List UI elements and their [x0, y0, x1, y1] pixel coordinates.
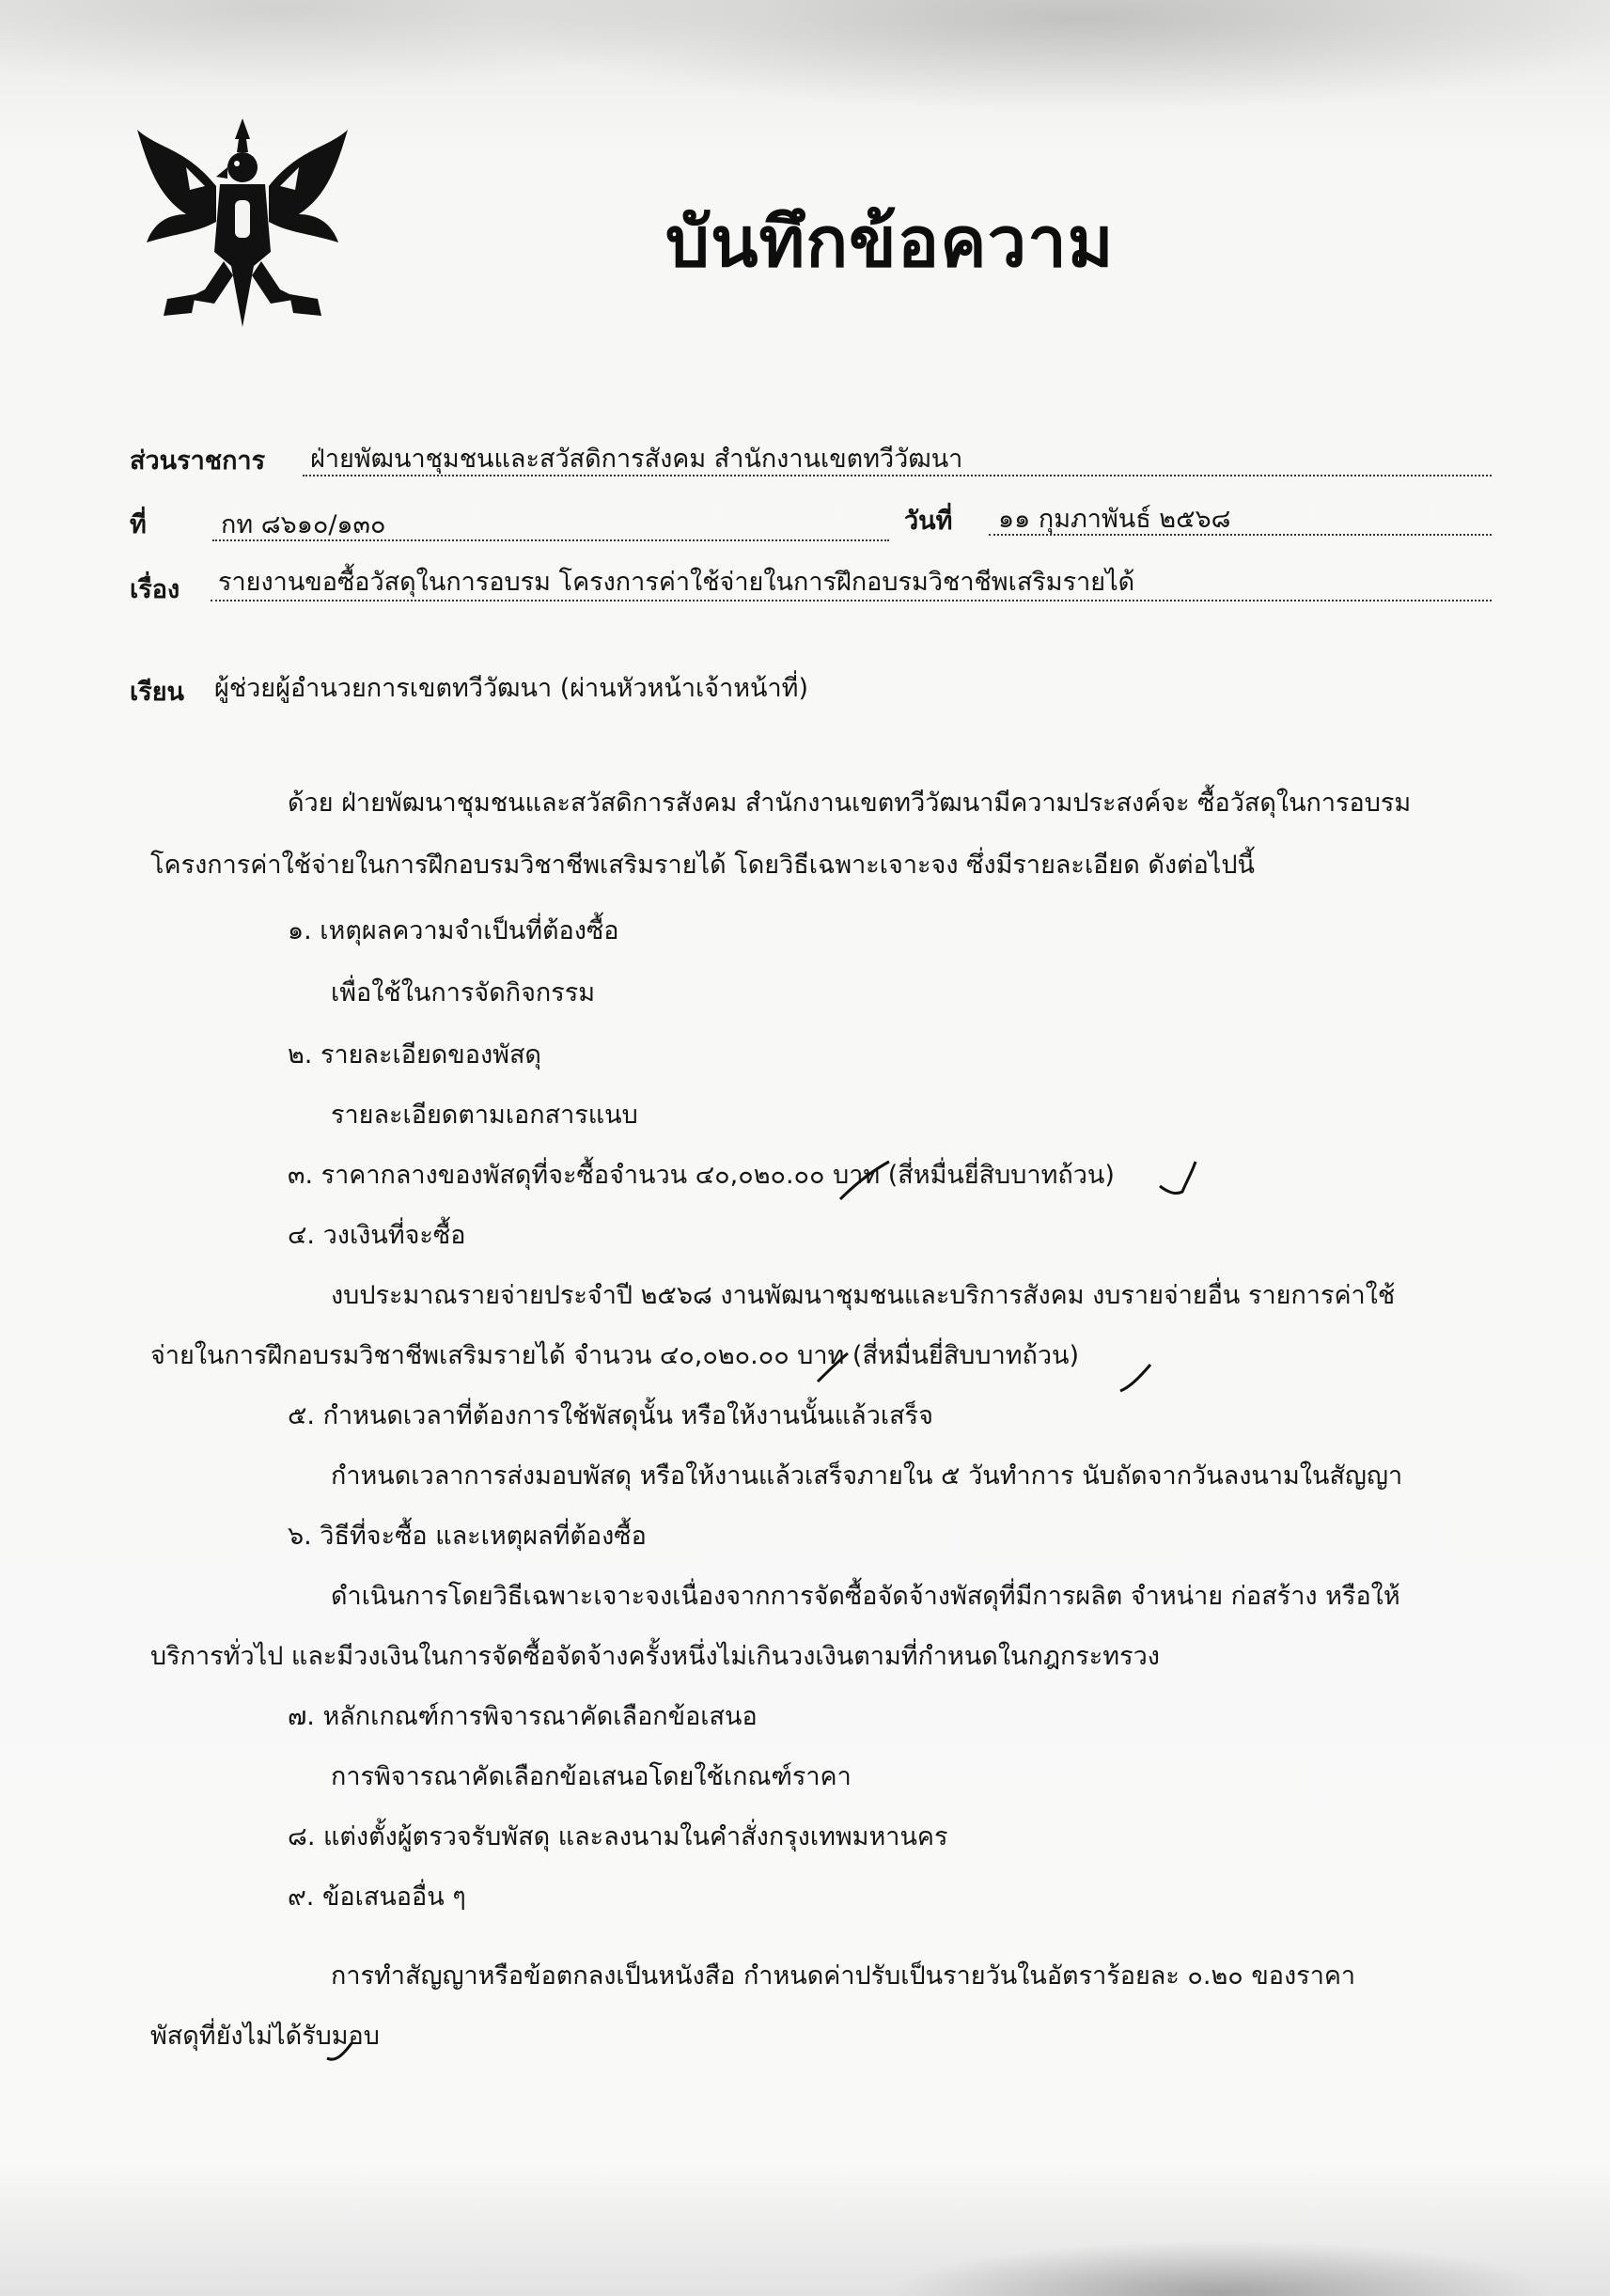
date-underline	[989, 534, 1492, 536]
item-5-heading: ๕. กำหนดเวลาที่ต้องการใช้พัสดุนั้น หรือให้งานนั้นแล้วเสร็จ	[288, 1401, 933, 1430]
item-5-body: กำหนดเวลาการส่งมอบพัสดุ หรือให้งานแล้วเสร็จภายใน ๕ วันทำการ นับถัดจากวันลงนามในสัญญา	[331, 1461, 1403, 1491]
agency-value: ฝ่ายพัฒนาชุมชนและสวัสดิการสังคม สำนักงานเขตทวีวัฒนา	[310, 445, 963, 474]
subject-value: รายงานขอซื้อวัสดุในการอบรม โครงการค่าใช้จ่ายในการฝึกอบรมวิชาชีพเสริมรายได้	[218, 568, 1135, 597]
item-4-body-2: จ่ายในการฝึกอบรมวิชาชีพเสริมรายได้ จำนวน ๔๐,๐๒๐.๐๐ บาท (สี่หมื่นยี่สิบบาทถ้วน)	[150, 1341, 1080, 1370]
item-2-body: รายละเอียดตามเอกสารแนบ	[331, 1101, 638, 1130]
salutation-value: ผู้ช่วยผู้อำนวยการเขตทวีวัฒนา (ผ่านหัวหน้าเจ้าหน้าที่)	[214, 674, 809, 703]
item-9-heading: ๙. ข้อเสนออื่น ๆ	[288, 1882, 466, 1912]
checkmark-icon	[836, 1158, 893, 1205]
intro-line-2: โครงการค่าใช้จ่ายในการฝึกอบรมวิชาชีพเสริมรายได้ โดยวิธีเฉพาะเจาะจง ซึ่งมีรายละเอียด ดังต่อไปนี้	[150, 851, 1255, 880]
item-7-heading: ๗. หลักเกณฑ์การพิจารณาคัดเลือกข้อเสนอ	[288, 1702, 758, 1731]
agency-underline	[303, 475, 1492, 476]
subject-label: เรื่อง	[130, 575, 180, 604]
ref-value: กท ๘๖๑๐/๑๓๐	[221, 510, 386, 539]
checkmark-icon	[814, 1350, 852, 1387]
checkmark-icon	[1117, 1359, 1154, 1397]
item-4-heading: ๔. วงเงินที่จะซื้อ	[288, 1221, 466, 1250]
item-8-heading: ๘. แต่งตั้งผู้ตรวจรับพัสดุ และลงนามในคำสั่งกรุงเทพมหานคร	[288, 1822, 948, 1851]
intro-line-1: ด้วย ฝ่ายพัฒนาชุมชนและสวัสดิการสังคม สำนักงานเขตทวีวัฒนามีความประสงค์จะ ซื้อวัสดุในการอบรม	[288, 789, 1412, 818]
garuda-emblem-icon	[130, 111, 355, 332]
item-9-body-2: พัสดุที่ยังไม่ได้รับมอบ	[150, 2022, 380, 2051]
checkmark-icon	[1154, 1154, 1201, 1201]
item-2-heading: ๒. รายละเอียดของพัสดุ	[288, 1040, 541, 1070]
item-6-body-1: ดำเนินการโดยวิธีเฉพาะเจาะจงเนื่องจากการจัดซื้อจัดจ้างพัสดุที่มีการผลิต จำหน่าย ก่อสร้าง หรือให้	[331, 1582, 1400, 1611]
item-3-heading: ๓. ราคากลางของพัสดุที่จะซื้อจำนวน ๔๐,๐๒๐.๐๐ บาท (สี่หมื่นยี่สิบบาทถ้วน)	[288, 1161, 1115, 1190]
item-4-body-1: งบประมาณรายจ่ายประจำปี ๒๕๖๘ งานพัฒนาชุมชนและบริการสังคม งบรายจ่ายอื่น รายการค่าใช้	[331, 1281, 1396, 1310]
salutation-label: เรียน	[130, 678, 185, 707]
item-1-body: เพื่อใช้ในการจัดกิจกรรม	[331, 978, 596, 1007]
item-1-heading: ๑. เหตุผลความจำเป็นที่ต้องซื้อ	[288, 916, 619, 945]
ref-underline	[212, 539, 889, 541]
ref-label: ที่	[130, 510, 147, 539]
item-6-heading: ๖. วิธีที่จะซื้อ และเหตุผลที่ต้องซื้อ	[288, 1522, 647, 1551]
item-7-body: การพิจารณาคัดเลือกข้อเสนอโดยใช้เกณฑ์ราคา	[331, 1762, 852, 1791]
checkmark-icon	[323, 2038, 355, 2066]
item-9-body-1: การทำสัญญาหรือข้อตกลงเป็นหนังสือ กำหนดค่าปรับเป็นรายวันในอัตราร้อยละ ๐.๒๐ ของราคา	[331, 1961, 1356, 1991]
subject-underline	[211, 600, 1492, 601]
document-title: บันทึกข้อความ	[665, 202, 1115, 283]
item-6-body-2: บริการทั่วไป และมีวงเงินในการจัดซื้อจัดจ้างครั้งหนึ่งไม่เกินวงเงินตามที่กำหนดในกฎกระทรวง	[150, 1642, 1160, 1671]
agency-label: ส่วนราชการ	[130, 446, 266, 476]
date-label: วันที่	[904, 507, 953, 536]
date-value: ๑๑ กุมภาพันธ์ ๒๕๖๘	[998, 505, 1231, 534]
